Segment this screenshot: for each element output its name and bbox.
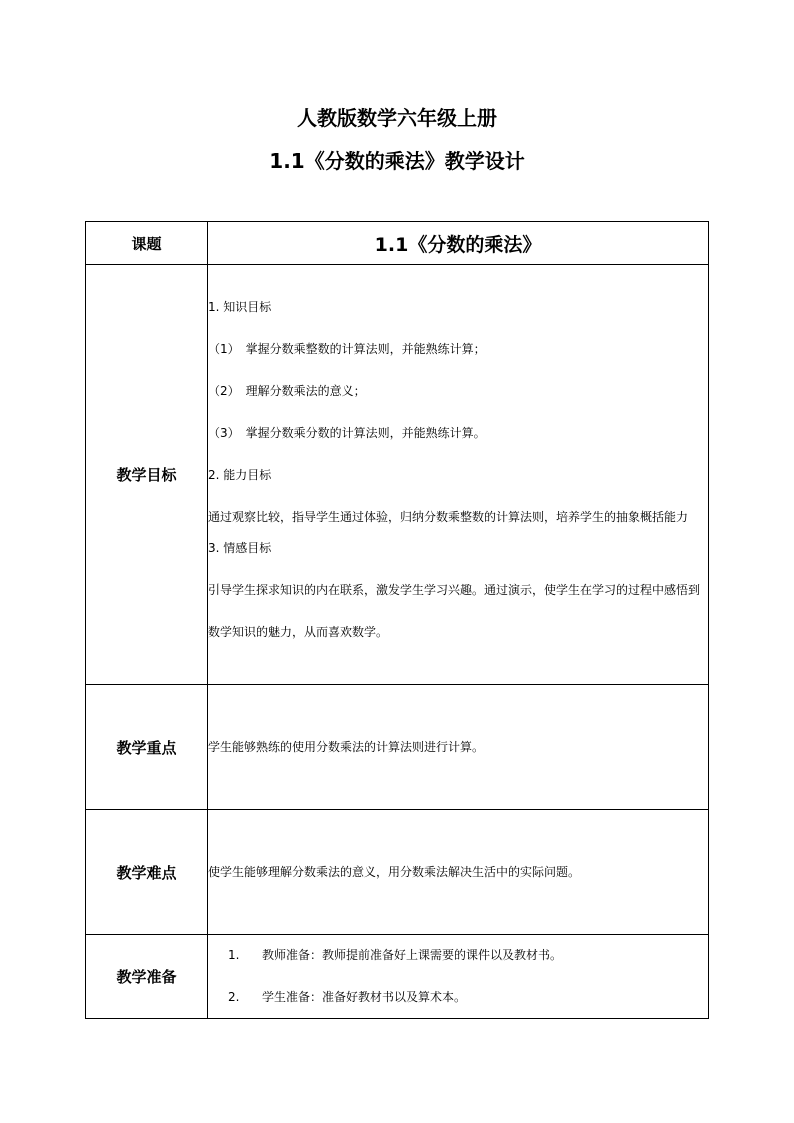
document-title: 人教版数学六年级上册 <box>297 106 497 130</box>
table-row-objectives <box>86 265 709 685</box>
preparation-item-number: 2. <box>228 990 240 1004</box>
key-points-label: 教学重点 <box>86 685 208 810</box>
preparation-cell <box>208 935 709 1019</box>
ability-text: 通过观察比较，指导学生通过体验，归纳分数乘整数的计算法则，培养学生的抽象概括能力 <box>208 509 689 524</box>
table-row-key-points <box>86 685 709 810</box>
knowledge-item: （3） 掌握分数乘分数的计算法则，并能熟练计算。 <box>208 425 486 440</box>
preparation-item-text: 学生准备：准备好教材书以及算术本。 <box>262 990 467 1004</box>
preparation-label: 教学准备 <box>86 935 208 1019</box>
key-points-cell <box>208 685 709 810</box>
preparation-item <box>228 987 708 1008</box>
objectives-cell <box>208 265 709 685</box>
preparation-item-text: 教师准备：教师提前准备好上课需要的课件以及教材书。 <box>262 948 563 962</box>
objectives-label: 教学目标 <box>86 265 208 685</box>
knowledge-heading: 1. 知识目标 <box>208 299 272 314</box>
key-points-text: 学生能够熟练的使用分数乘法的计算法则进行计算。 <box>208 739 485 754</box>
document-subtitle: 1.1《分数的乘法》教学设计 <box>269 149 525 173</box>
table-row-difficulties <box>86 810 709 935</box>
emotion-heading: 3. 情感目标 <box>208 540 272 555</box>
knowledge-item: （1） 掌握分数乘整数的计算法则，并能熟练计算； <box>208 341 486 356</box>
lesson-title: 1.1《分数的乘法》 <box>374 233 542 256</box>
table-row-topic <box>86 222 709 265</box>
difficulties-label: 教学难点 <box>86 810 208 935</box>
topic-cell <box>208 222 709 265</box>
preparation-item-number: 1. <box>228 948 240 962</box>
difficulties-text: 使学生能够理解分数乘法的意义，用分数乘法解决生活中的实际问题。 <box>208 864 581 879</box>
preparation-item <box>228 945 708 966</box>
ability-heading: 2. 能力目标 <box>208 467 272 482</box>
lesson-plan-table <box>85 221 709 1019</box>
table-row-preparation <box>86 935 709 1019</box>
topic-label: 课题 <box>86 222 208 265</box>
difficulties-cell <box>208 810 709 935</box>
knowledge-item: （2） 理解分数乘法的意义； <box>208 383 366 398</box>
emotion-text: 引导学生探求知识的内在联系，激发学生学习兴趣。通过演示，使学生在学习的过程中感悟到数学知识的魅力，从而喜欢数学。 <box>208 582 701 639</box>
